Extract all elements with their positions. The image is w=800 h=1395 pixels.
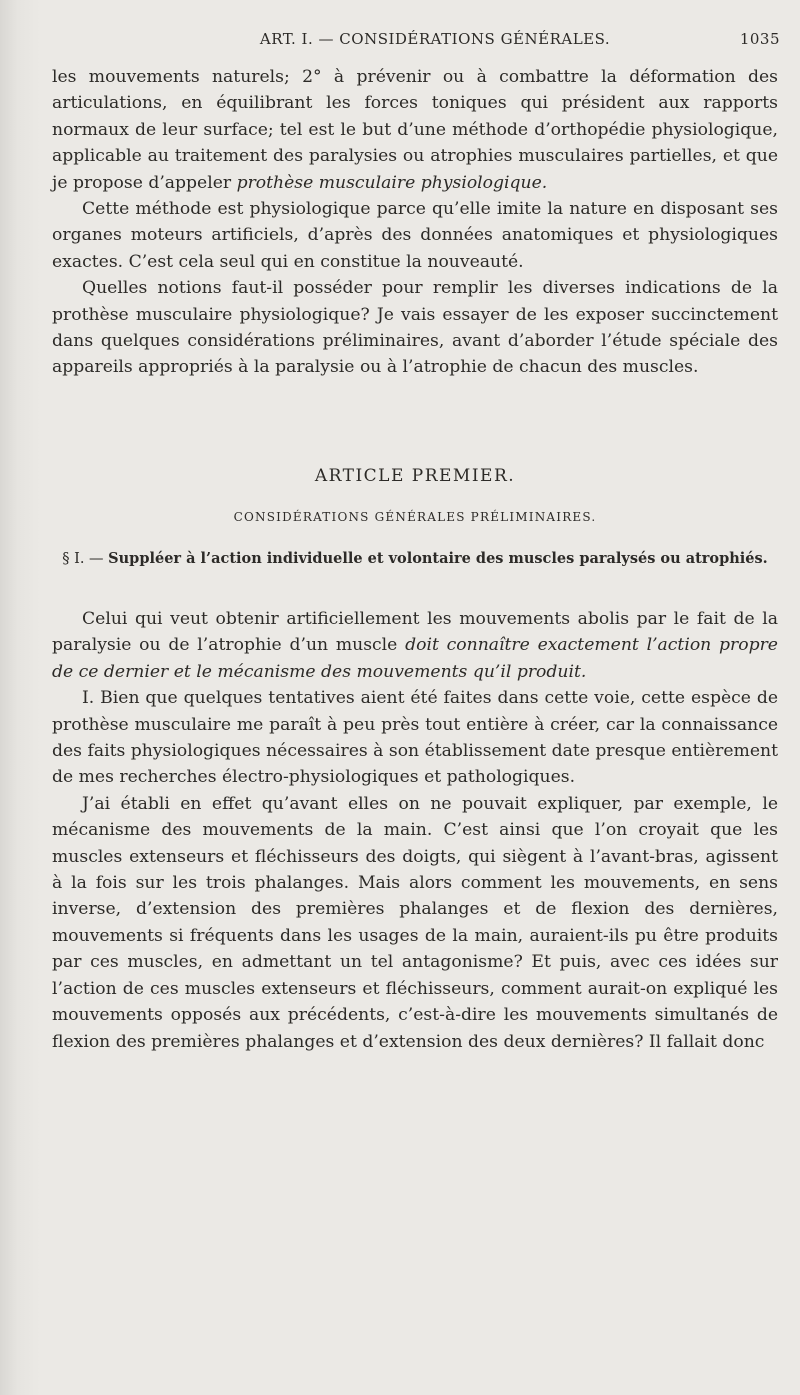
paragraph-4-italic: doit connaître exactement l’action propre de ce dernier et le mécanisme des mouvements qu’il produit. — [52, 635, 778, 682]
article-title: ARTICLE PREMIER. — [314, 466, 516, 486]
paragraph-5: I. Bien que quelques tentatives aient été faites dans cette voie, cette espèce de prothèse musculaire me paraît à peu près tout entière à créer, car la connaissance des faits physiologiques nécessaires à son établissement date presque entièrement de mes recherches électro-physiologiques et pathologiques. — [52, 688, 778, 788]
section-number: § I. — — [62, 551, 104, 567]
paragraph-1 — [52, 64, 778, 196]
section-title: Suppléer à l’action individuelle et volontaire des muscles paralysés ou atrophiés. — [108, 550, 768, 567]
page-number: 1035 — [739, 30, 780, 48]
body-text — [52, 606, 778, 1055]
paragraph-4 — [52, 606, 778, 685]
term-prothese: prothèse musculaire physiologique. — [236, 172, 548, 193]
paragraph-2: Cette méthode est physiologique parce qu’elle imite la nature en disposant ses organes moteurs artificiels, d’après des données anatomiques et physiologiques exactes. C’est cela seul qui en constitue la nouveauté. — [52, 199, 778, 272]
article-subtitle: CONSIDÉRATIONS GÉNÉRALES PRÉLIMINAIRES. — [233, 510, 597, 524]
paragraph-6: J’ai établi en effet qu’avant elles on ne pouvait expliquer, par exemple, le mécanisme des mouvements de la main. C’est ainsi que l’on croyait que les muscles extenseurs et fléchisseurs des doigts, qui siègent à l’avant-bras, agissent à la fois sur les trois phalanges. Mais alors comment les mouvements, en sens inverse, d’extension des premières phalanges et de flexion des dernières, mouvements si fréquents dans les usages de la main, auraient-ils pu être produits par ces muscles, en admettant un tel antagonisme? Et puis, avec ces idées sur l’action de ces muscles extenseurs et fléchisseurs, comment aurait-on expliqué les mouvements opposés aux précédents, c’est-à-dire les mouvements simultanés de flexion des premières phalanges et d’extension des deux dernières? Il fallait donc — [52, 793, 778, 1052]
paragraph-3: Quelles notions faut-il posséder pour remplir les diverses indications de la prothèse musculaire physiologique? Je vais essayer de les exposer succinctement dans quelques considérations préliminaires, avant d’aborder l’étude spéciale des appareils appropriés à la paralysie ou à l’atrophie de chacun des muscles. — [52, 278, 778, 378]
section-heading — [52, 547, 778, 571]
running-header — [90, 30, 780, 54]
paragraph-1-text: les mouvements naturels; 2° à prévenir ou à combattre la déformation des articulations, en équilibrant les forces toniques qui président aux rapports normaux de leur surface; tel est le but d’une méthode d’orthopédie physiologique, applicable au traitement des paralysies ou atrophies musculaires partielles, et que je propose d’appeler — [52, 67, 778, 193]
running-title: ART. I. — CONSIDÉRATIONS GÉNÉRALES. — [259, 30, 611, 48]
paragraph-4-text: Celui qui veut obtenir artificiellement les mouvements abolis par le fait de la paralysie ou de l’atrophie d’un muscle — [52, 609, 778, 656]
intro-text — [52, 64, 778, 381]
